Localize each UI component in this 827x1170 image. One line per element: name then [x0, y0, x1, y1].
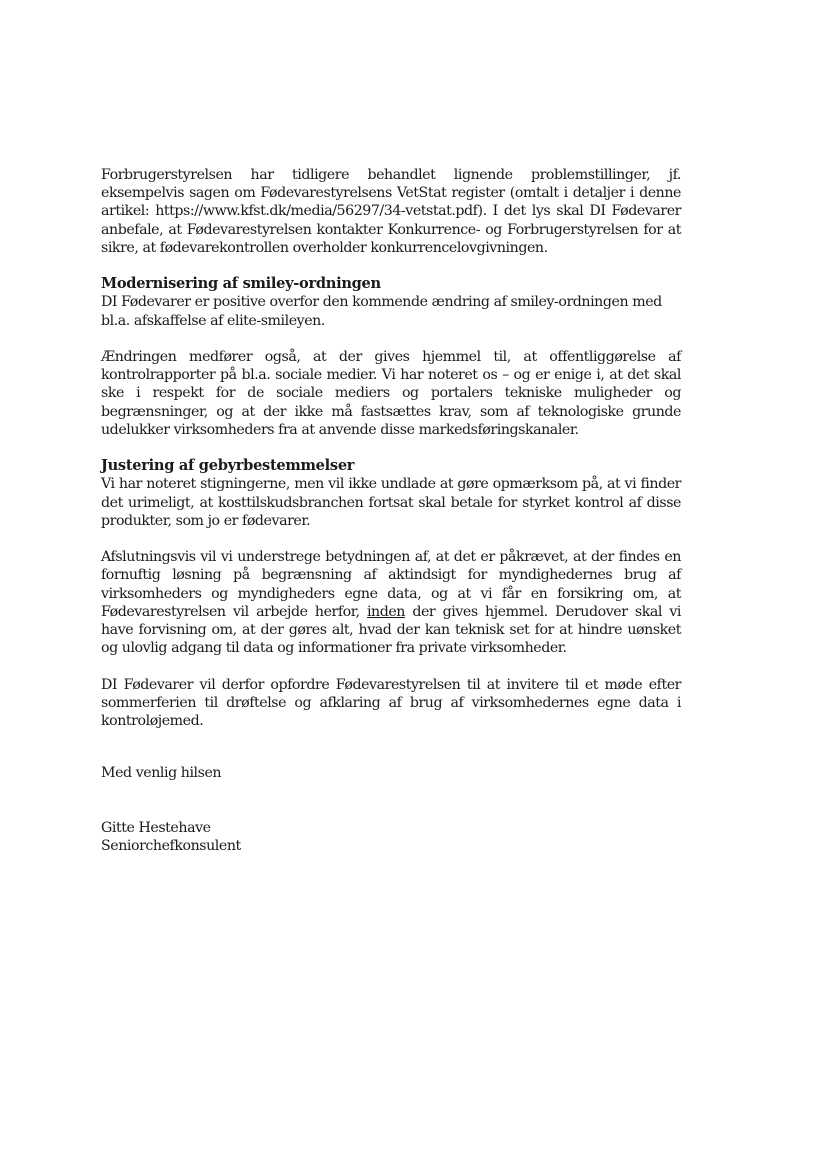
smiley-paragraph-2: Ændringen medfører også, at der gives hjemmel til, at offentliggørelse af kontrolrapporter på bl.a. sociale medier. Vi har noteret os – og er enige i, at det skal ske i respekt for de sociale mediers og portalers tekniske muligheder og begrænsninger, og at der ikke må fastsættes krav, som af teknologiske grunde udelukker virksomheders fra at anvende disse markedsføringskanaler. [101, 349, 681, 438]
intro-paragraph: Forbrugerstyrelsen har tidligere behandlet lignende problemstillinger, jf. eksempelvis sagen om Fødevarestyrelsens VetStat register (omtalt i detaljer i denne artikel: https://www.kfst.dk/media/56297/34-vetstat.pdf). I det lys skal DI Fødevarer anbefale, at Fødevarestyrelsen kontakter Konkurrence- og Forbrugerstyrelsen for at sikre, at fødevarekontrollen overholder konkurrencelovgivningen. [101, 167, 681, 256]
fees-section-heading: Justering af gebyrbestemmelser [101, 457, 355, 475]
fees-paragraph-2-before: Afslutningsvis vil vi understrege betydningen af, at det er påkrævet, at der findes en fornuftig løsning på begrænsning af aktindsigt for myndighedernes brug af virksomheders og myndigheders egne data, og at vi får en forsikring om, at Fødevarestyrelsen vil arbejde herfor, [101, 549, 681, 620]
smiley-section-heading: Modernisering af smiley-ordningen [101, 275, 381, 293]
spacer [101, 748, 681, 764]
signature-gap [101, 783, 681, 819]
underlined-word-inden: inden [366, 603, 405, 620]
fees-paragraph-1: Vi har noteret stigningerne, men vil ikke undlade at gøre opmærksom på, at vi finder det urimeligt, at kosttilskudsbranchen fortsat skal betale for styrket kontrol af disse produkter, som jo er fødevarer. [101, 476, 681, 529]
signatory-name: Gitte Hestehave [101, 819, 211, 836]
signatory-title: Seniorchefkonsulent [101, 837, 241, 854]
fees-paragraph-2 [101, 548, 681, 657]
letter-page [101, 166, 681, 855]
closing-greeting: Med venlig hilsen [101, 765, 222, 782]
fees-paragraph-2-after: der gives hjemmel. Derudover skal vi have forvisning om, at der gøres alt, hvad der kan teknisk set for at hindre uønsket og ulovlig adgang til data og informationer fra private virksomheder. [101, 603, 681, 657]
fees-paragraph-3: DI Fødevarer vil derfor opfordre Fødevarestyrelsen til at invitere til et møde efter sommerferien til drøftelse og afklaring af brug af virksomhedernes egne data i kontroløjemed. [101, 676, 681, 730]
smiley-paragraph-1: DI Fødevarer er positive overfor den kommende ændring af smiley-ordningen med bl.a. afskaffelse af elite-smileyen. [101, 294, 662, 329]
